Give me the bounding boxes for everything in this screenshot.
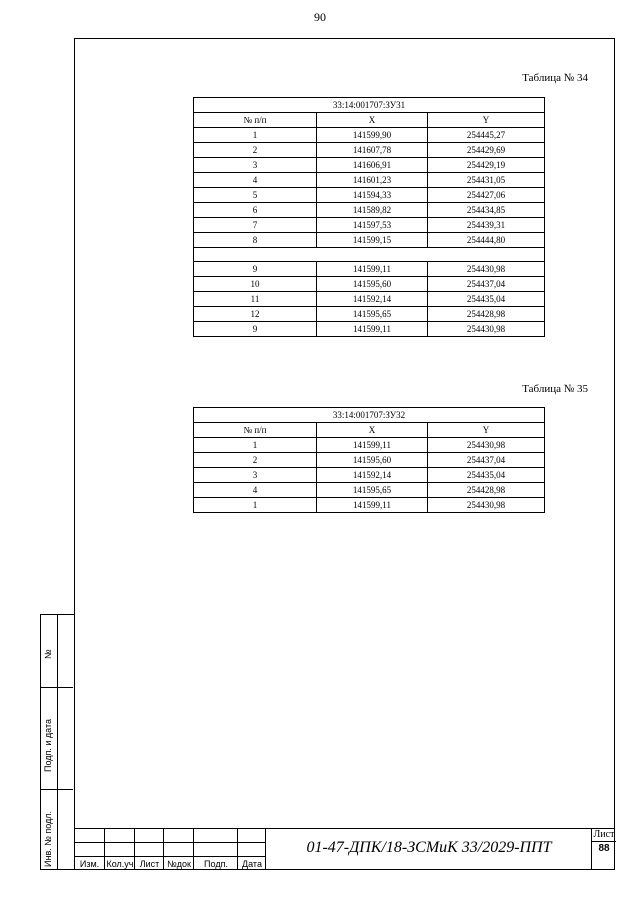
table-row [194, 158, 545, 173]
coord-x: 141595,65 [317, 307, 428, 322]
coord-x: 141606,91 [317, 158, 428, 173]
parcel-id: 33:14:001707:ЗУ32 [194, 408, 545, 423]
coordinates-table-34 [193, 97, 545, 337]
point-number: 3 [194, 158, 317, 173]
page-number: 90 [314, 10, 326, 24]
table-row [194, 143, 545, 158]
sheet-box [591, 829, 615, 869]
coord-x: 141595,65 [317, 483, 428, 498]
table-35-caption: Таблица № 35 [522, 383, 588, 395]
coord-y: 254427,06 [428, 188, 545, 203]
point-number: 5 [194, 188, 317, 203]
table-row [194, 203, 545, 218]
header-x: X [317, 113, 428, 128]
table-row [194, 322, 545, 337]
coord-x: 141594,33 [317, 188, 428, 203]
coord-x: 141592,14 [317, 468, 428, 483]
label-ndok: №док [167, 859, 191, 869]
blank-row [194, 248, 545, 262]
table-header-row [194, 113, 545, 128]
side-strip [40, 614, 74, 870]
document-code: 01-47-ДПК/18-ЗСМиК 33/2029-ППТ [306, 839, 552, 856]
table-row [194, 233, 545, 248]
point-number: 3 [194, 468, 317, 483]
table-row [194, 292, 545, 307]
table-34-body-2 [194, 262, 545, 337]
header-number: № п/п [194, 113, 317, 128]
table-34-body-1 [194, 128, 545, 248]
point-number: 10 [194, 277, 317, 292]
point-number: 1 [194, 128, 317, 143]
point-number: 4 [194, 173, 317, 188]
label-data: Дата [242, 859, 262, 869]
side-cell-number [41, 615, 73, 688]
coord-y: 254439,31 [428, 218, 545, 233]
coord-x: 141597,53 [317, 218, 428, 233]
label-kol-uch: Кол.уч [106, 859, 134, 869]
table-row [194, 453, 545, 468]
point-number: 4 [194, 483, 317, 498]
point-number: 8 [194, 233, 317, 248]
point-number: 6 [194, 203, 317, 218]
point-number: 1 [194, 498, 317, 513]
coord-x: 141599,90 [317, 128, 428, 143]
point-number: 2 [194, 143, 317, 158]
table-row [194, 173, 545, 188]
side-cell-sign-date [41, 688, 73, 790]
table-row [194, 128, 545, 143]
coord-y: 254429,19 [428, 158, 545, 173]
label-list: Лист [139, 859, 160, 869]
coord-y: 254437,04 [428, 277, 545, 292]
coord-x: 141595,60 [317, 277, 428, 292]
table-row [194, 262, 545, 277]
table-34-caption: Таблица № 34 [522, 72, 588, 84]
label-podp: Подп. [204, 859, 228, 869]
coord-x: 141599,11 [317, 438, 428, 453]
parcel-id: 33:14:001707:ЗУ31 [194, 98, 545, 113]
point-number: 2 [194, 453, 317, 468]
table-row [194, 468, 545, 483]
header-y: Y [428, 113, 545, 128]
coord-x: 141599,15 [317, 233, 428, 248]
point-number: 1 [194, 438, 317, 453]
coord-y: 254435,04 [428, 468, 545, 483]
coord-x: 141592,14 [317, 292, 428, 307]
side-inv-no-label: Инв. № подл. [43, 810, 53, 867]
coord-y: 254430,98 [428, 262, 545, 277]
table-row [194, 498, 545, 513]
point-number: 11 [194, 292, 317, 307]
point-number: 9 [194, 262, 317, 277]
sheet-label: Лист [593, 829, 615, 840]
point-number: 7 [194, 218, 317, 233]
side-sign-date-label: Подп. и дата [43, 718, 53, 772]
coord-x: 141601,23 [317, 173, 428, 188]
coord-y: 254428,98 [428, 483, 545, 498]
coord-y: 254444,80 [428, 233, 545, 248]
coord-x: 141589,82 [317, 203, 428, 218]
coord-y: 254430,98 [428, 498, 545, 513]
coord-x: 141595,60 [317, 453, 428, 468]
coord-y: 254430,98 [428, 438, 545, 453]
coord-y: 254434,85 [428, 203, 545, 218]
point-number: 12 [194, 307, 317, 322]
table-row [194, 218, 545, 233]
header-number: № п/п [194, 423, 317, 438]
table-row [194, 307, 545, 322]
table-row [194, 188, 545, 203]
label-izm: Изм. [79, 859, 100, 869]
side-number-label: № [43, 649, 53, 659]
title-block [74, 828, 615, 870]
table-35-body [194, 438, 545, 513]
coord-y: 254430,98 [428, 322, 545, 337]
header-y: Y [428, 423, 545, 438]
table-row [194, 277, 545, 292]
point-number: 9 [194, 322, 317, 337]
coordinates-table-35 [193, 407, 545, 513]
table-row [194, 438, 545, 453]
coord-y: 254445,27 [428, 128, 545, 143]
coord-x: 141599,11 [317, 262, 428, 277]
sheet-number: 88 [598, 843, 610, 854]
coord-x: 141607,78 [317, 143, 428, 158]
coord-y: 254435,04 [428, 292, 545, 307]
coord-y: 254437,04 [428, 453, 545, 468]
coord-y: 254431,05 [428, 173, 545, 188]
side-cell-inv-no [41, 790, 73, 869]
coord-y: 254429,69 [428, 143, 545, 158]
coord-x: 141599,11 [317, 322, 428, 337]
header-x: X [317, 423, 428, 438]
coord-x: 141599,11 [317, 498, 428, 513]
table-header-row [194, 423, 545, 438]
table-row [194, 483, 545, 498]
coord-y: 254428,98 [428, 307, 545, 322]
